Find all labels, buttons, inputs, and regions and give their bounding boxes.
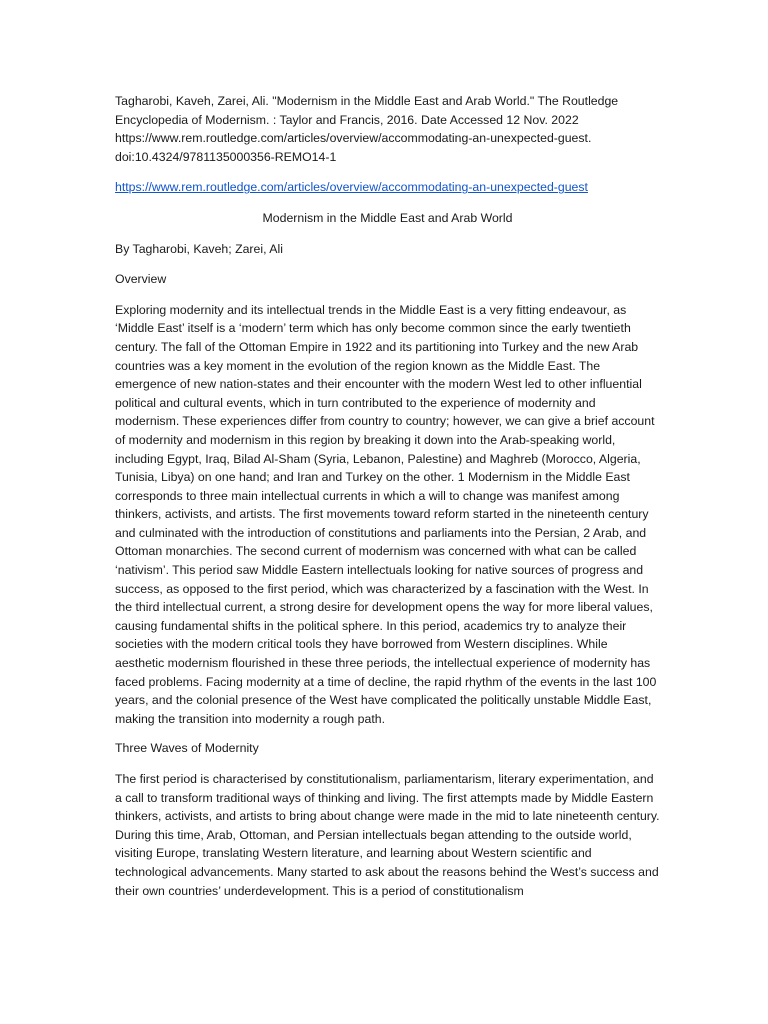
source-link-line — [115, 178, 660, 197]
source-link[interactable]: https://www.rem.routledge.com/articles/overview/accommodating-an-unexpected-guest — [115, 180, 588, 195]
document-page — [115, 92, 660, 911]
overview-heading: Overview — [115, 272, 167, 287]
citation: Tagharobi, Kaveh, Zarei, Ali. "Modernism in the Middle East and Arab World." The Routledge Encyclopedia of Modernism. : Taylor and Francis, 2016. Date Accessed 12 Nov. 2022 https://www.rem.routledge.com/articles/overview/accommodating-an-unexpected-guest. doi:10.4324/9781135000356-REMO14-1 — [115, 94, 619, 164]
byline: By Tagharobi, Kaveh; Zarei, Ali — [115, 241, 283, 256]
article-title: Modernism in the Middle East and Arab World — [262, 210, 513, 225]
section-paragraph: The first period is characterised by constitutionalism, parliamentarism, literary experimentation, and a call to transform traditional ways of thinking and living. The first attempts made by Middle Eastern thinkers, activists, and artists to bring about change were made in the mid to late nineteenth century. During this time, Arab, Ottoman, and Persian intellectuals began attending to the outside world, visiting Europe, translating Western literature, and learning about Western scientific and technological advancements. Many started to ask about the reasons behind the West’s success and their own countries’ underdevelopment. This is a period of constitutionalism — [115, 772, 660, 898]
section-heading: Three Waves of Modernity — [115, 741, 259, 756]
overview-paragraph: Exploring modernity and its intellectual trends in the Middle East is a very fitting endeavour, as ‘Middle East’ itself is a ‘modern’ term which has only become common since the early twentieth century. The fall of the Ottoman Empire in 1922 and its partitioning into Turkey and the new Arab countries was a key moment in the evolution of the region known as the Middle East. The emergence of new nation-states and their encounter with the modern West led to other influential political and cultural events, which in turn contributed to the experience of modernity and modernism. These experiences differ from country to country; however, we can give a brief account of modernity and modernism in this region by breaking it down into the Arab-speaking world, including Egypt, Iraq, Bilad Al-Sham (Syria, Lebanon, Palestine) and Maghreb (Morocco, Algeria, Tunisia, Libya) on one hand; and Iran and Turkey on the other. 1 Modernism in the Middle East corresponds to three main intellectual currents in which a will to change was manifest among thinkers, activists, and artists. The first movements toward reform started in the nineteenth century and culminated with the introduction of constitutions and parliaments into the Persian, 2 Arab, and Ottoman monarchies. The second current of modernism was concerned with what can be called ‘nativism’. This period saw Middle Eastern intellectuals looking for native sources of progress and success, as opposed to the first period, which was characterized by a fascination with the West. In the third intellectual current, a strong desire for development opens the way for more liberal values, causing fundamental shifts in the political sphere. In this period, academics try to analyze their societies with the modern critical tools they have borrowed from Western disciplines. While aesthetic modernism flourished in these three periods, the intellectual experience of modernity has faced problems. Facing modernity at a time of decline, the rapid rhythm of the events in the last 100 years, and the colonial presence of the West have complicated the politically unstable Middle East, making the transition into modernity a rough path. — [115, 302, 657, 726]
